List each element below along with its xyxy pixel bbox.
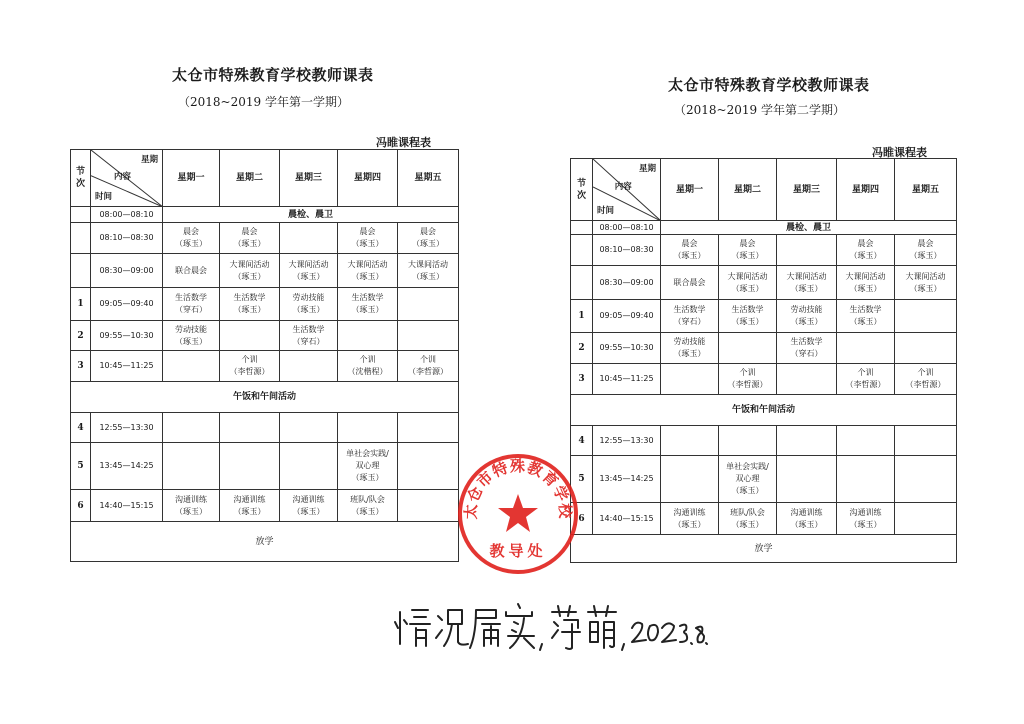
lesson-cell [661,426,719,456]
timetable-row [571,395,957,426]
timetable-row [71,413,459,443]
day-header: 星期三 [280,150,338,207]
time-slot: 09:05—09:40 [593,300,661,333]
lesson-text: 大课间活动 [408,259,448,269]
lesson-cell [338,288,398,321]
lesson-text: 晨会 [739,239,756,248]
lesson-text: （琢玉） [790,317,823,326]
lesson-cell [338,223,398,254]
lesson-text: （琢玉） [731,317,764,326]
day-header: 星期二 [220,150,280,207]
time-slot: 08:10—08:30 [593,235,661,266]
lesson-cell [777,364,837,395]
period-number [571,235,593,266]
day-header: 星期二 [719,159,777,221]
seal-arc-text: 太仓市特殊教育学校 [461,457,575,520]
lesson-cell [837,235,895,266]
time-slot: 10:45—11:25 [593,364,661,395]
lesson-text: （琢玉） [351,506,384,516]
lesson-cell [719,235,777,266]
lesson-cell [719,456,777,503]
lesson-cell [895,426,957,456]
lesson-text: （李哲源） [229,367,270,376]
timetable-row [571,235,957,266]
lesson-text: 晨会 [857,239,874,248]
lesson-cell [895,235,957,266]
lesson-text: 大课间活动 [786,271,827,281]
lesson-text: 个训 [739,368,756,377]
lesson-text: 劳动技能 [175,324,207,334]
lesson-cell [163,254,220,288]
lesson-cell [661,235,719,266]
full-row-activity: 午饭和午间活动 [571,395,957,426]
lesson-text: 晨会 [241,227,258,236]
lesson-text: 生活数学 [849,305,882,314]
right-subtitle: （2018~2019 学年第二学期） [674,103,845,117]
day-header: 星期三 [777,159,837,221]
lesson-cell [837,426,895,456]
lesson-text: 沟通训练 [292,494,325,504]
lesson-text: （琢玉） [175,506,207,516]
lesson-text: 个训 [917,368,934,377]
lesson-cell [338,490,398,522]
lesson-cell [719,266,777,300]
content-axis-label: 内容 [614,182,632,193]
lesson-text: （琢玉） [673,251,706,260]
right-owner-label: 冯睢课程表 [872,146,927,159]
lesson-cell [163,288,220,321]
lesson-cell [163,443,220,490]
lesson-text: 晨会 [681,239,698,248]
right-timetable [570,158,957,563]
timetable-row [571,456,957,503]
lesson-cell [220,413,280,443]
weekday-axis-label: 星期 [140,155,158,165]
lesson-cell [895,266,957,300]
right-title: 太仓市特殊教育学校教师课表 [668,76,870,94]
lesson-text: 晨会 [183,227,199,236]
timetable-row [71,207,459,223]
timetable-row [71,254,459,288]
timetable-row [71,382,459,413]
lesson-text: （琢玉） [909,251,942,260]
day-header: 星期五 [398,150,459,207]
period-number: 4 [71,413,91,443]
lesson-text: 生活数学 [175,293,207,302]
lesson-cell [777,456,837,503]
school-seal-stamp [456,452,580,576]
lesson-text: （琢玉） [412,271,444,281]
lesson-text: （穿石） [292,336,325,346]
lesson-text: （穿石） [790,349,823,358]
time-slot: 08:30—09:00 [593,266,661,300]
lesson-text: （穿石） [673,317,706,326]
lesson-text: （琢玉） [731,283,764,293]
lesson-text: （李哲源） [408,367,448,376]
period-header-char: 次 [576,190,586,201]
period-number: 5 [571,456,593,503]
weekday-axis-label: 星期 [638,164,656,174]
lesson-cell [895,503,957,535]
lesson-text: （琢玉） [233,305,266,314]
lesson-text: 大课间活动 [905,271,946,281]
time-slot: 08:00—08:10 [593,221,661,235]
lesson-text: 生活数学 [292,324,325,334]
timetable-row [71,223,459,254]
lesson-cell [837,456,895,503]
lesson-cell [338,413,398,443]
lesson-text: （琢玉） [351,473,384,482]
period-number: 2 [71,321,91,351]
lesson-cell [220,443,280,490]
lesson-cell [398,490,459,522]
lesson-text: （琢玉） [731,251,764,260]
lesson-cell [398,223,459,254]
lesson-cell [719,364,777,395]
lesson-text: 生活数学 [673,305,706,314]
time-axis-label: 时间 [95,192,113,202]
lesson-text: 沟通训练 [673,507,706,517]
timetable-row [571,300,957,333]
lesson-text: （琢玉） [292,305,325,314]
full-row-activity: 午饭和午间活动 [71,382,459,413]
lesson-text: （李哲源） [845,380,886,389]
lesson-text: （琢玉） [175,336,207,346]
lesson-text: 个训 [420,355,436,364]
lesson-text: （琢玉） [412,239,444,248]
lesson-text: 晨会 [420,227,436,236]
period-number: 2 [571,333,593,364]
lesson-text: （琢玉） [849,251,882,260]
time-slot: 14:40—15:15 [91,490,163,522]
lesson-cell [398,413,459,443]
left-title: 太仓市特殊教育学校教师课表 [172,66,374,84]
lesson-cell [837,266,895,300]
timetable-row [71,443,459,490]
left-timetable [70,149,459,562]
lesson-text: 大课间活动 [347,259,388,269]
lesson-text: 沟通训练 [175,494,207,504]
lesson-cell [719,333,777,364]
period-number: 1 [71,288,91,321]
lesson-cell [338,321,398,351]
period-number: 3 [571,364,593,395]
lesson-cell [895,333,957,364]
lesson-cell [398,254,459,288]
lesson-cell [661,456,719,503]
lesson-text: 单社会实践/ [346,449,389,458]
lesson-cell [661,503,719,535]
lesson-text: 劳动技能 [673,337,706,346]
lesson-text: （琢玉） [909,283,942,293]
lesson-text: （穿石） [175,305,207,314]
timetable-row [71,522,459,562]
lesson-cell [280,321,338,351]
lesson-text: （琢玉） [731,486,764,495]
timetable-row [71,288,459,321]
lesson-cell [220,351,280,382]
lesson-text: 大课间活动 [288,259,329,269]
period-number [71,254,91,288]
lesson-cell [777,235,837,266]
lesson-cell [661,266,719,300]
header-row [71,150,459,207]
lesson-cell [280,254,338,288]
period-number [571,221,593,235]
day-header: 星期四 [837,159,895,221]
lesson-text: 个训 [359,355,376,364]
lesson-cell [220,223,280,254]
lesson-cell [719,426,777,456]
lesson-cell [220,254,280,288]
lesson-cell [163,413,220,443]
time-slot: 09:05—09:40 [91,288,163,321]
left-owner-label: 冯睢课程表 [376,136,431,149]
lesson-cell [837,300,895,333]
lesson-cell [163,321,220,351]
dismissal-row: 放学 [571,535,957,563]
lesson-cell [398,351,459,382]
timetable-row [571,426,957,456]
lesson-cell [280,351,338,382]
lesson-text: （琢玉） [790,519,823,529]
lesson-cell [777,300,837,333]
lesson-text: 沟通训练 [849,507,882,517]
period-number: 6 [71,490,91,522]
time-slot: 08:10—08:30 [91,223,163,254]
diagonal-header-cell [91,150,163,207]
timetable-row [71,351,459,382]
lesson-text: 劳动技能 [790,305,823,314]
period-number: 3 [71,351,91,382]
lesson-text: （李哲源） [905,380,946,389]
lesson-cell [895,364,957,395]
lesson-cell [837,333,895,364]
lesson-text: 个训 [241,355,258,364]
lesson-text: 大课间活动 [229,259,270,269]
lesson-cell [398,288,459,321]
full-row-activity: 晨检、晨卫 [163,207,459,223]
content-axis-label: 内容 [114,171,132,182]
lesson-text: （琢玉） [233,506,266,516]
lesson-text: 晨会 [359,227,376,236]
lesson-cell [661,333,719,364]
lesson-text: （琢玉） [849,519,882,529]
seal-star-icon [498,494,538,532]
diagonal-header-cell [593,159,661,221]
day-header: 星期一 [661,159,719,221]
header-row [571,159,957,221]
lesson-text: 生活数学 [233,293,266,302]
lesson-cell [220,288,280,321]
lesson-text: 大课间活动 [845,271,886,281]
period-number [71,223,91,254]
lesson-text: （李哲源） [727,380,768,389]
lesson-text: （琢玉） [790,283,823,293]
dismissal-row: 放学 [71,522,459,562]
period-number: 1 [571,300,593,333]
timetable-row [71,490,459,522]
lesson-text: （琢玉） [731,519,764,529]
lesson-cell [777,426,837,456]
time-slot: 09:55—10:30 [593,333,661,364]
lesson-cell [837,503,895,535]
lesson-text: （琢玉） [351,271,384,281]
period-header-char: 次 [75,179,85,189]
lesson-cell [719,503,777,535]
lesson-text: 生活数学 [351,293,384,302]
lesson-text: （琢玉） [233,239,266,248]
lesson-cell [398,321,459,351]
full-row-activity: 晨检、晨卫 [661,221,957,235]
period-header [571,159,593,221]
lesson-text: （琢玉） [175,239,207,248]
lesson-cell [220,321,280,351]
lesson-cell [163,351,220,382]
timetable-row [571,221,957,235]
lesson-text: （琢玉） [849,317,882,326]
left-subtitle: （2018~2019 学年第一学期） [178,95,349,109]
seal-bottom-text: 教导处 [489,542,547,560]
lesson-cell [163,223,220,254]
time-slot: 09:55—10:30 [91,321,163,351]
time-slot: 10:45—11:25 [91,351,163,382]
lesson-text: 联合晨会 [673,277,706,287]
lesson-cell [661,364,719,395]
lesson-cell [837,364,895,395]
lesson-text: （琢玉） [849,283,882,293]
lesson-text: 联合晨会 [175,265,207,275]
lesson-cell [338,254,398,288]
lesson-text: 生活数学 [790,337,823,346]
lesson-cell [895,300,957,333]
lesson-text: 晨会 [917,239,934,248]
lesson-cell [777,266,837,300]
time-slot: 13:45—14:25 [593,456,661,503]
period-number: 5 [71,443,91,490]
period-number [71,207,91,223]
lesson-cell [280,490,338,522]
lesson-text: 沟通训练 [233,494,266,504]
lesson-cell [280,223,338,254]
lesson-text: （琢玉） [292,506,325,516]
lesson-text: 沟通训练 [790,507,823,517]
lesson-cell [661,300,719,333]
time-slot: 14:40—15:15 [593,503,661,535]
lesson-cell [398,443,459,490]
lesson-text: 劳动技能 [292,293,325,302]
day-header: 星期五 [895,159,957,221]
lesson-cell [163,490,220,522]
lesson-cell [220,490,280,522]
time-slot: 08:00—08:10 [91,207,163,223]
timetable-row [571,364,957,395]
lesson-text: （琢玉） [351,239,384,248]
lesson-cell [895,456,957,503]
time-slot: 12:55—13:30 [91,413,163,443]
timetable-row [571,535,957,563]
lesson-cell [338,351,398,382]
lesson-cell [777,333,837,364]
lesson-text: （沈楷程） [347,367,388,376]
timetable-row [571,266,957,300]
period-number [571,266,593,300]
lesson-text: 大课间活动 [727,271,768,281]
lesson-text: （琢玉） [351,305,384,314]
lesson-cell [719,300,777,333]
lesson-text: （琢玉） [673,519,706,529]
period-number: 6 [571,503,593,535]
time-slot: 08:30—09:00 [91,254,163,288]
period-header-char: 节 [75,167,85,177]
time-slot: 13:45—14:25 [91,443,163,490]
lesson-text: 双心理 [355,461,380,470]
handwritten-signature [392,598,712,656]
lesson-text: 双心理 [735,474,760,483]
lesson-text: （琢玉） [292,271,325,281]
lesson-cell [280,288,338,321]
timetable-row [571,503,957,535]
time-axis-label: 时间 [597,206,615,216]
lesson-cell [777,503,837,535]
lesson-text: 单社会实践/ [726,462,769,471]
period-header-char: 节 [576,178,586,189]
lesson-cell [338,443,398,490]
period-number: 4 [571,426,593,456]
timetable-row [571,333,957,364]
lesson-text: 个训 [857,368,874,377]
day-header: 星期一 [163,150,220,207]
lesson-text: （琢玉） [673,349,706,358]
lesson-text: 生活数学 [731,305,764,314]
time-slot: 12:55—13:30 [593,426,661,456]
period-header [71,150,91,207]
lesson-text: 班队/队会 [350,494,385,504]
lesson-text: （琢玉） [233,271,266,281]
timetable-row [71,321,459,351]
day-header: 星期四 [338,150,398,207]
lesson-cell [280,413,338,443]
lesson-cell [280,443,338,490]
lesson-text: 班队/队会 [730,507,765,517]
